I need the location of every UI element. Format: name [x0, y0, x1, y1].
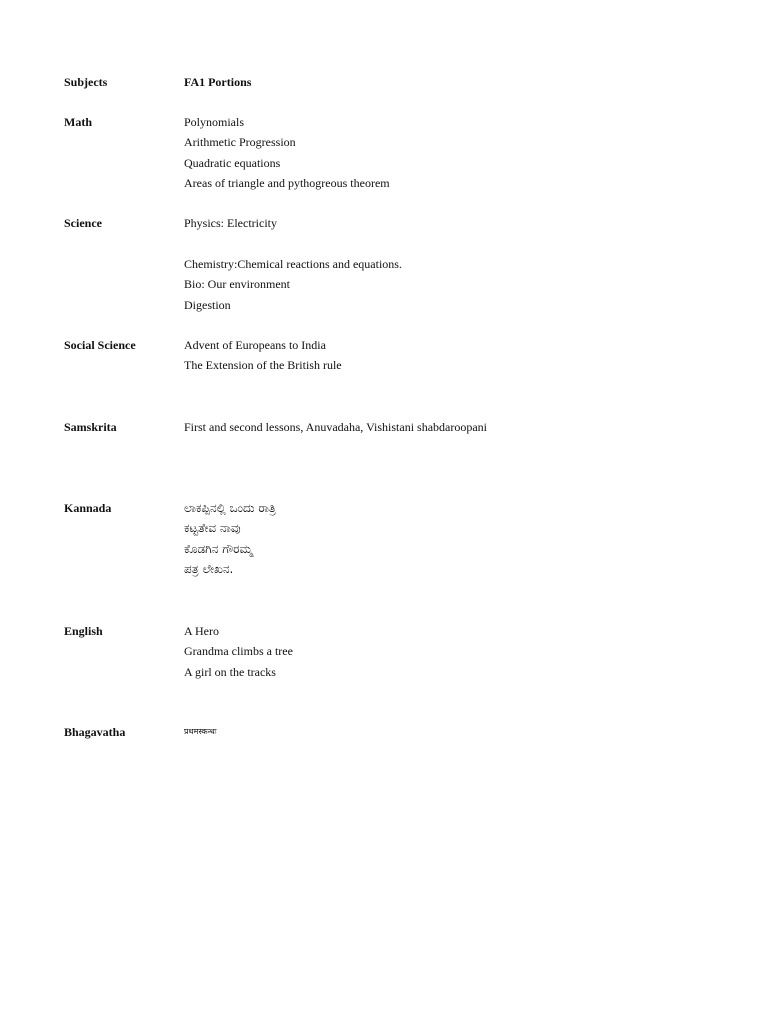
portions-header: FA1 Portions [184, 75, 252, 89]
math-portion-item: Arithmetic Progression [184, 135, 296, 150]
kannada-portion-item: ಲಾಕಪ್ಪಿನಲ್ಲಿ ಒಂದು ರಾತ್ರಿ [184, 501, 276, 515]
bhagavatha-portion-item: प्रथमस्कन्धः [184, 727, 217, 736]
math-portion-item: Polynomials [184, 115, 245, 129]
social-science-portion-item: Advent of Europeans to India [184, 338, 326, 352]
english-portions [184, 621, 293, 682]
english-portion-item: Grandma climbs a tree [184, 644, 293, 659]
kannada-portion-item: ಕಟ್ಟತೇವ ನಾವು [184, 521, 241, 536]
subjects-header: Subjects [64, 75, 108, 89]
social-science-portion-item: The Extension of the British rule [184, 358, 342, 373]
bhagavatha-portions [184, 722, 216, 742]
math-subject: Math [64, 115, 92, 129]
kannada-portion-item: ಕೊಡಗಿನ ಗೌರಮ್ಮ [184, 541, 253, 556]
samskrita-portions [184, 417, 487, 437]
english-portion-item: A girl on the tracks [184, 664, 276, 679]
social-science-portions [184, 335, 342, 376]
science-portions [184, 254, 402, 315]
samskrita-portion-item: First and second lessons, Anuvadaha, Vishistani shabdaroopani [184, 420, 488, 434]
math-portions [184, 112, 390, 194]
science-portion-item: Physics: Electricity [184, 216, 277, 230]
math-portion-item: Areas of triangle and pythogreous theorem [184, 176, 390, 191]
bhagavatha-subject: Bhagavatha [64, 725, 126, 739]
english-portion-item: A Hero [184, 624, 219, 638]
social-science-subject: Social Science [64, 338, 136, 352]
science-subject: Science [64, 216, 102, 230]
science-portion-item: Chemistry:Chemical reactions and equations. [184, 257, 402, 271]
kannada-portions [184, 498, 276, 580]
samskrita-subject: Samskrita [64, 420, 117, 434]
science-portion-item: Bio: Our environment [184, 277, 290, 292]
kannada-subject: Kannada [64, 501, 112, 515]
science-physics [184, 213, 277, 233]
science-portion-item: Digestion [184, 297, 231, 312]
kannada-portion-item: ಪತ್ರ ಲೇಖನ. [184, 562, 234, 577]
english-subject: English [64, 624, 103, 638]
math-portion-item: Quadratic equations [184, 155, 281, 170]
